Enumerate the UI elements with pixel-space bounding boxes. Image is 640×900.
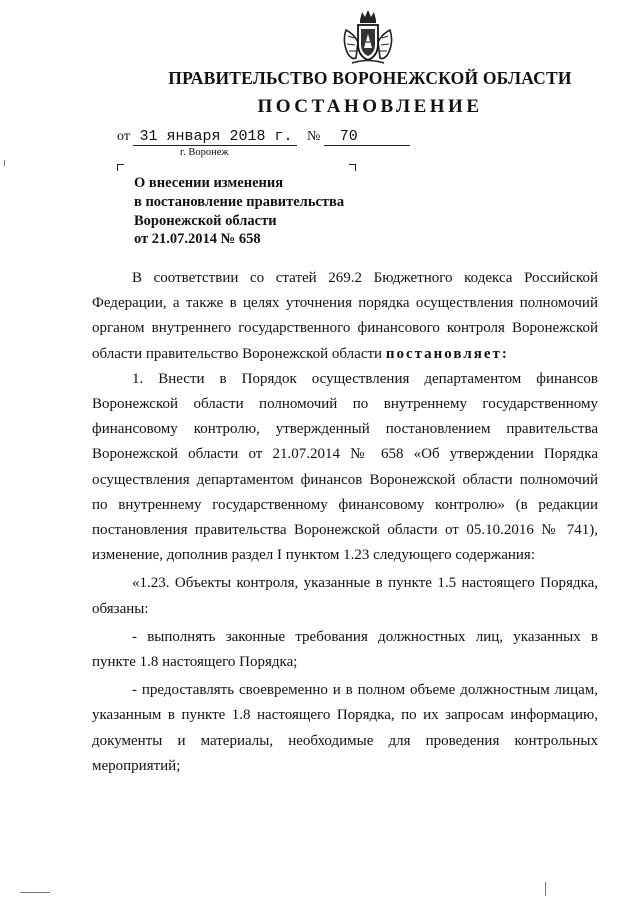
preamble-paragraph xyxy=(92,266,598,367)
bullet-paragraph-2: - предоставлять своевременно и в полном объеме должностным лицам, указанным в пункте 1.8 настоящего Порядка, по их запросам информацию, документы и материалы, необходимые для проведения контрольных мероприятий; xyxy=(92,682,598,774)
document-number: 70 xyxy=(339,128,358,145)
subject-bracket-right xyxy=(349,164,356,171)
subject-line: О внесении изменения xyxy=(134,175,284,191)
document-type: ПОСТАНОВЛЕНИЕ xyxy=(257,96,483,117)
document-body xyxy=(92,266,598,779)
subject-bracket-left xyxy=(117,164,124,171)
date-prefix: от xyxy=(117,129,130,144)
government-title: ПРАВИТЕЛЬСТВО ВОРОНЕЖСКОЙ ОБЛАСТИ xyxy=(168,68,572,88)
city-label: г. Воронеж xyxy=(180,147,229,158)
clause-paragraph: «1.23. Объекты контроля, указанные в пункте 1.5 настоящего Порядка, обязаны: xyxy=(92,575,598,617)
subject-line: Воронежской области xyxy=(134,212,277,229)
document-date: 31 января 2018 г. xyxy=(139,128,293,145)
date-field-line xyxy=(133,128,297,146)
preamble-text: В соответствии со статей 269.2 Бюджетного кодекса Российской Федерации, а также в целях уточнения порядка осуществления полномочий органом внутреннего государственного финансового контроля Воронежской области правительство Воронежской области xyxy=(92,270,598,362)
dateline xyxy=(117,128,410,146)
decree-word: постановляет: xyxy=(385,345,509,362)
number-field-line xyxy=(324,128,410,146)
scan-artifact xyxy=(545,882,546,896)
scan-artifact xyxy=(4,160,5,166)
subject-block xyxy=(134,174,344,249)
number-label: № xyxy=(306,129,321,144)
scan-artifact xyxy=(20,892,50,893)
item-1-paragraph: 1. Внести в Порядок осуществления департаментом финансов Воронежской области полномочий по внутреннему государственному финансовому контролю, утвержденный постановлением правительства Воронежской области от 21.07.2014 № 658 «Об утверждении Порядка осуществления департаментом финансов Воронежской области полномочий по внутреннему государственному финансовому контролю» (в редакции постановления правительства Воронежской области от 05.10.2016 № 741), изменение, дополнив раздел I пунктом 1.23 следующего содержания: xyxy=(92,370,598,564)
subject-line: в постановление правительства xyxy=(134,193,345,210)
bullet-paragraph-1: - выполнять законные требования должностных лиц, указанных в пункте 1.8 настоящего Порядка; xyxy=(92,628,598,671)
coat-of-arms-icon xyxy=(338,8,398,68)
subject-line: от 21.07.2014 № 658 xyxy=(134,231,261,248)
